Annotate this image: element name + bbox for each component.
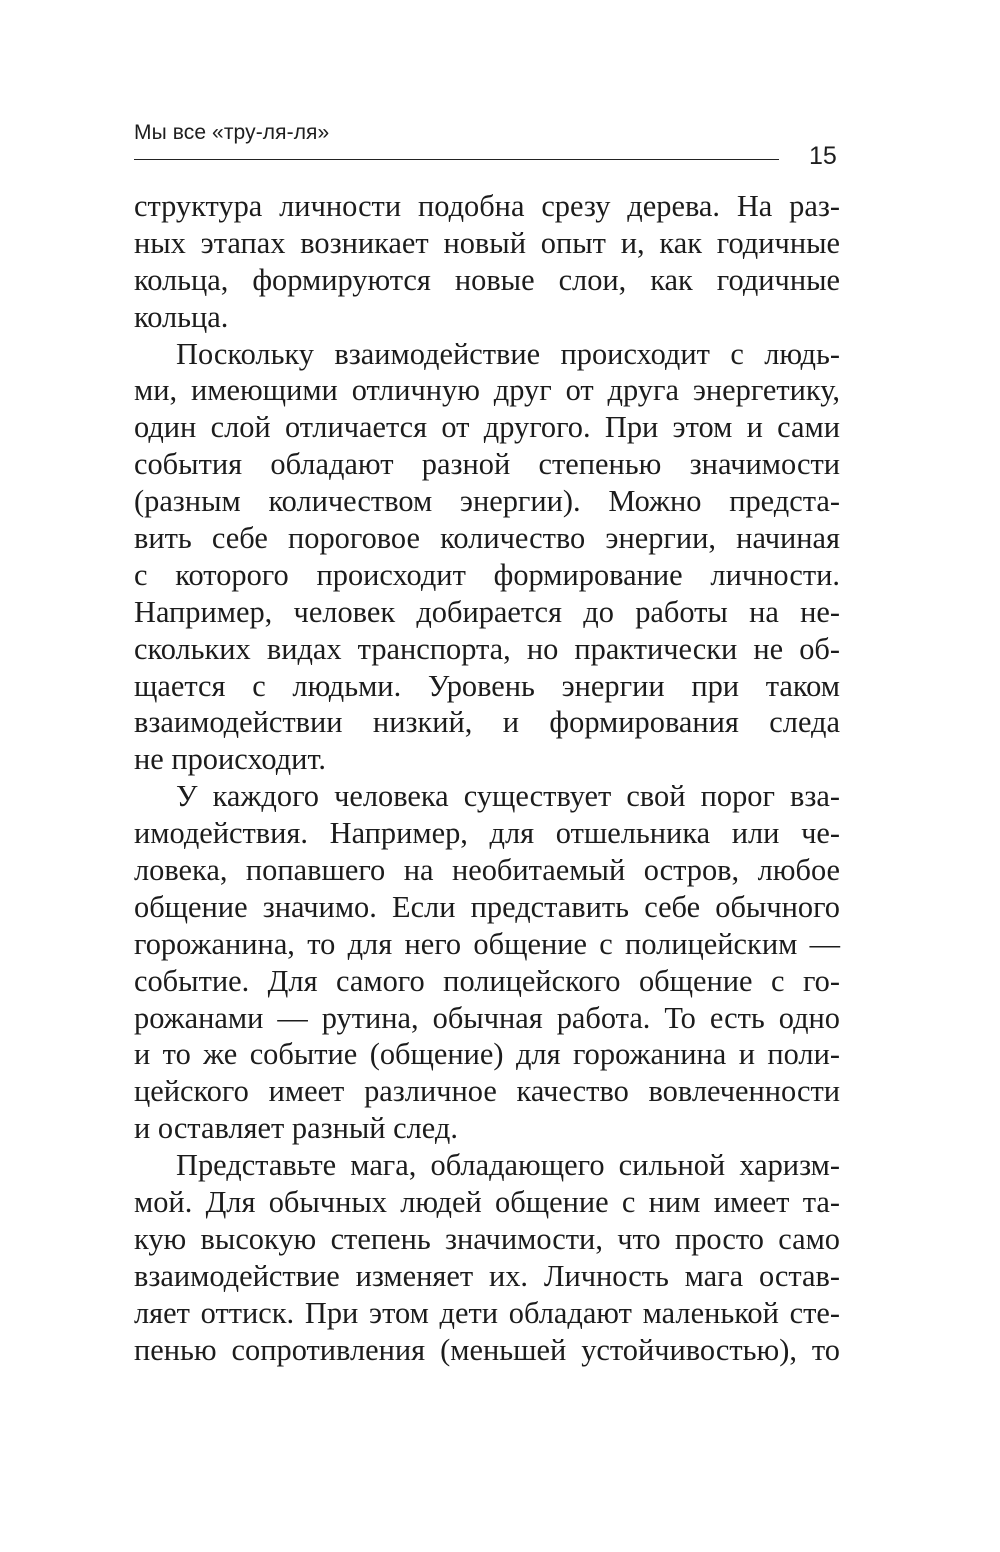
running-title: Мы все «тру-ля-ля» <box>134 121 330 144</box>
text-line: щается с людьми. Уровень энергии при таком <box>134 668 840 703</box>
text-line: горожанина, то для него общение с полицейским — <box>134 926 840 961</box>
body-text <box>134 188 840 1369</box>
text-line: пенью сопротивления (меньшей устойчивостью), то <box>134 1332 840 1367</box>
text-line: ловека, попавшего на необитаемый остров, любое <box>134 853 840 888</box>
text-line: Поскольку взаимодействие происходит с людь- <box>176 336 840 371</box>
text-line: У каждого человека существует свой порог вза- <box>176 779 840 814</box>
text-line: Например, человек добирается до работы на не- <box>134 594 840 629</box>
text-line: событие. Для самого полицейского общение с го- <box>134 963 840 998</box>
text-line: (разным количеством энергии). Можно предста- <box>134 484 840 519</box>
text-line: структура личности подобна срезу дерева. На раз- <box>134 189 840 223</box>
text-line: с которого происходит формирование личности. <box>134 557 840 592</box>
paragraph-1 <box>134 188 840 336</box>
text-line: один слой отличается от другого. При этом и сами <box>134 410 840 445</box>
text-line: ляет оттиск. При этом дети обладают маленькой сте- <box>134 1295 840 1330</box>
text-line: общение значимо. Если представить себе обычного <box>134 889 840 924</box>
text-line: кольца. <box>134 299 229 334</box>
text-line: имодействия. Например, для отшельника или че- <box>134 816 840 851</box>
text-line: события обладают разной степенью значимости <box>134 447 840 482</box>
text-line: не происходит. <box>134 742 327 777</box>
text-line: взаимодействие изменяет их. Личность мага остав- <box>134 1258 840 1293</box>
header-rule <box>134 159 779 160</box>
text-line: скольких видах транспорта, но практически не об- <box>134 631 840 666</box>
text-line: взаимодействии низкий, и формирования следа <box>134 705 840 740</box>
text-line: и то же событие (общение) для горожанина и поли- <box>134 1037 840 1072</box>
paragraph-4 <box>134 1147 840 1368</box>
page-number: 15 <box>809 142 837 170</box>
text-line: ных этапах возникает новый опыт и, как годичные <box>134 225 840 260</box>
text-line: и оставляет разный след. <box>134 1111 458 1146</box>
text-line: кую высокую степень значимости, что просто само <box>134 1221 840 1256</box>
paragraph-3 <box>134 778 840 1147</box>
text-line: ми, имеющими отличную друг от друга энергетику, <box>134 373 840 408</box>
paragraph-2 <box>134 336 840 779</box>
text-line: Представьте мага, обладающего сильной харизм- <box>176 1148 840 1183</box>
text-line: мой. Для обычных людей общение с ним имеет та- <box>134 1185 840 1220</box>
text-line: цейского имеет различное качество вовлеченности <box>134 1074 840 1109</box>
text-line: кольца, формируются новые слои, как годичные <box>134 262 840 297</box>
text-line: рожанами — рутина, обычная работа. То есть одно <box>134 1000 840 1035</box>
text-line: вить себе пороговое количество энергии, начиная <box>134 521 840 556</box>
